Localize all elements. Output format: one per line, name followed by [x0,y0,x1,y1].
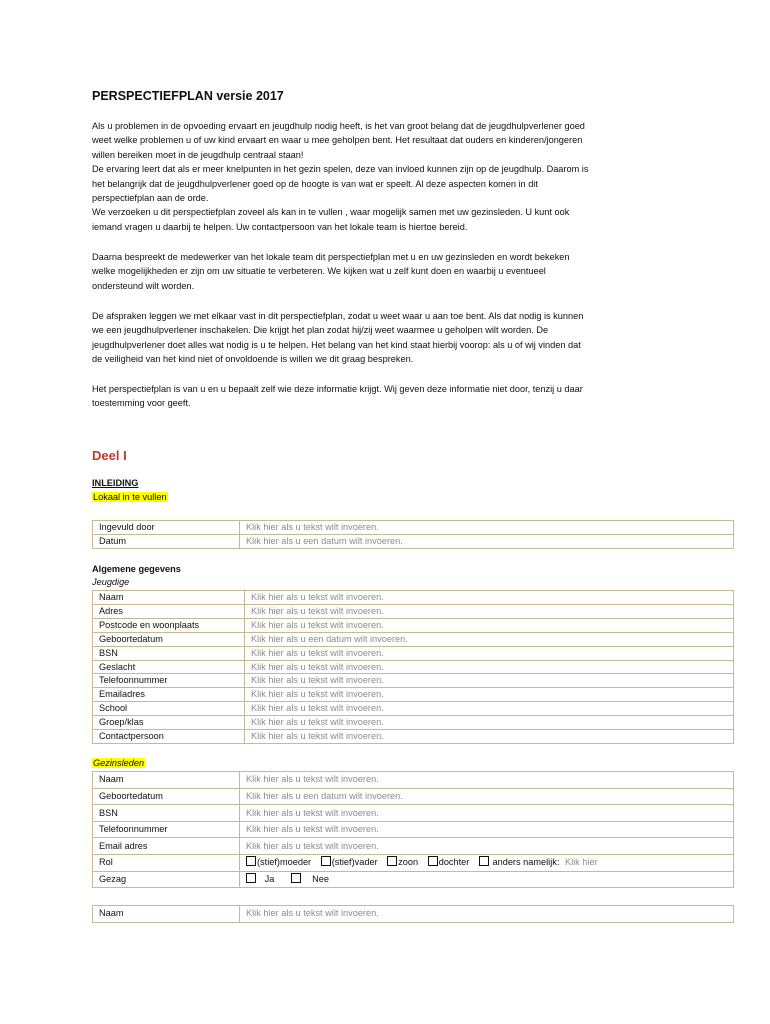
field-label: School [93,702,245,716]
field-label: Emailadres [93,688,245,702]
intro-paragraph [92,119,677,234]
text-line: We verzoeken u dit perspectiefplan zoveel als kan in te vullen , waar mogelijk samen met uw gezinsleden. U kunt ook [92,207,570,218]
text-line: De afspraken leggen we met elkaar vast in dit perspectiefplan, zodat u weet waar u aan toe bent. Als dat nodig is kunnen [92,311,584,321]
gezag-option-nee[interactable] [291,874,329,884]
gezinslid-geboortedatum-input[interactable]: Klik hier als u een datum wilt invoeren. [240,788,734,805]
field-label: Groep/klas [93,716,245,730]
postcode-input[interactable]: Klik hier als u tekst wilt invoeren. [245,618,734,632]
text-line: Het perspectiefplan is van u en u bepaalt zelf wie deze informatie krijgt. Wij geven deze informatie niet door, tenzij u daar [92,384,583,394]
table-row [93,805,734,822]
highlight-note: Lokaal in te vullen [93,492,167,502]
school-input[interactable]: Klik hier als u tekst wilt invoeren. [245,702,734,716]
option-label: (stief)moeder [257,857,312,868]
text-line: iemand vragen u daarbij te helpen. Uw contactpersoon van het lokale team is hiertoe bereid. [92,221,468,232]
bsn-input[interactable]: Klik hier als u tekst wilt invoeren. [245,646,734,660]
checkbox[interactable] [246,856,256,866]
page-title: PERSPECTIEFPLAN versie 2017 [92,89,284,103]
field-label: Telefoonnummer [93,821,240,838]
text-line: De ervaring leert dat als er meer knelpunten in het gezin spelen, deze van invloed kunnen zijn op de jeugdhulp. Daarom is [92,164,589,175]
emailadres-input[interactable]: Klik hier als u tekst wilt invoeren. [245,688,734,702]
table-row [93,660,734,674]
jeugdige-table [92,590,734,744]
text-line: Daarna bespreekt de medewerker van het lokale team dit perspectiefplan met u en uw gezinsleden en wordt bekeken [92,252,570,262]
table-row [93,591,734,605]
table-row [93,788,734,805]
table-row [93,521,734,535]
table-row [93,632,734,646]
text-line: jeugdhulpverlener doet alles wat nodig is u te helpen. Het belang van het kind staat hierbij voorop: als u of wij vinden dat [92,339,581,350]
rol-option[interactable] [387,857,418,867]
rol-option[interactable] [246,857,311,867]
naam-input[interactable]: Klik hier als u tekst wilt invoeren. [245,591,734,605]
checkbox[interactable] [479,856,489,866]
rol-option[interactable] [479,857,559,867]
table-row [93,838,734,855]
field-label: Adres [93,604,245,618]
field-label: Telefoonnummer [93,674,245,688]
gezag-options [240,871,734,888]
table-row [93,674,734,688]
gezinslid-telefoon-input[interactable]: Klik hier als u tekst wilt invoeren. [240,821,734,838]
groep-klas-input[interactable]: Klik hier als u tekst wilt invoeren. [245,716,734,730]
option-label: zoon [398,857,419,868]
field-label: Naam [93,772,240,789]
table-row [93,534,734,548]
option-label: Ja [264,873,275,884]
field-label: Geboortedatum [93,632,245,646]
field-label: Naam [93,906,240,923]
rol-anders-input[interactable]: Klik hier [564,857,598,868]
text-line: ondersteund wilt worden. [92,280,195,291]
algemene-gegevens-heading: Algemene gegevens [92,564,181,574]
gezinslid-2-naam-input[interactable]: Klik hier als u tekst wilt invoeren. [240,906,734,923]
paragraph-2 [92,250,677,293]
subheading-inleiding: INLEIDING [92,478,139,488]
table-row [93,604,734,618]
table-row [93,821,734,838]
field-label: Geboortedatum [93,788,240,805]
table-row [93,871,734,888]
adres-input[interactable]: Klik hier als u tekst wilt invoeren. [245,604,734,618]
gezinslid-table [92,771,734,888]
gezinslid-2-table [92,905,734,923]
option-label: Nee [312,873,330,884]
field-label: Contactpersoon [93,730,245,744]
checkbox[interactable] [246,873,256,883]
table-row [93,646,734,660]
text-line: we een jeugdhulpverlener inschakelen. Die krijgt het plan zodat hij/zij weet waarmee u geholpen wilt worden. De [92,325,549,336]
field-label: Ingevuld door [93,521,240,535]
table-row [93,906,734,923]
gezinslid-email-input[interactable]: Klik hier als u tekst wilt invoeren. [240,838,734,855]
rol-option[interactable] [428,857,470,867]
checkbox[interactable] [387,856,397,866]
text-line: weet welke problemen u of uw kind ervaart en waar u mee geholpen bent. Het resultaat dat ouders en kinderen/jongeren [92,135,583,146]
text-line: welke mogelijkheden er zijn om uw situatie te verbeteren. We kijken wat u zelf kunt doen en waarbij u eventueel [92,266,546,277]
field-label: BSN [93,646,245,660]
datum-input[interactable]: Klik hier als u een datum wilt invoeren. [240,534,734,548]
gezinslid-bsn-input[interactable]: Klik hier als u tekst wilt invoeren. [240,805,734,822]
paragraph-4 [92,382,677,411]
telefoonnummer-input[interactable]: Klik hier als u tekst wilt invoeren. [245,674,734,688]
field-label: Gezag [93,871,240,888]
table-row [93,688,734,702]
rol-options [240,854,734,871]
gezag-option-ja[interactable] [246,874,274,884]
option-label: anders namelijk: [492,857,560,868]
text-line: toestemming voor geeft. [92,398,191,409]
section-heading-deel: Deel I [92,448,127,463]
option-label: dochter [438,857,470,868]
field-label: Email adres [93,838,240,855]
field-label: Geslacht [93,660,245,674]
text-line: perspectiefplan aan de orde. [92,193,209,204]
field-label: Naam [93,591,245,605]
field-label: BSN [93,805,240,822]
geslacht-input[interactable]: Klik hier als u tekst wilt invoeren. [245,660,734,674]
table-row [93,618,734,632]
rol-option[interactable] [321,857,378,867]
checkbox[interactable] [428,856,438,866]
text-line: Als u problemen in de opvoeding ervaart en jeugdhulp nodig heeft, is het van groot belang dat de jeugdhulpverlener goed [92,121,585,131]
gezinsleden-heading: Gezinsleden [93,758,145,768]
checkbox[interactable] [291,873,301,883]
text-line: het belangrijk dat de jeugdhulpverlener goed op de hoogte is van wat er speelt. Al deze aspecten komen in dit [92,178,538,189]
field-label: Datum [93,534,240,548]
text-line: de veiligheid van het kind niet of onvoldoende is willen we dit graag bespreken. [92,354,414,365]
table-row [93,730,734,744]
ingevuld-door-input[interactable]: Klik hier als u tekst wilt invoeren. [240,521,734,535]
checkbox[interactable] [321,856,331,866]
geboortedatum-input[interactable]: Klik hier als u een datum wilt invoeren. [245,632,734,646]
option-label: (stief)vader [331,857,378,868]
table-row [93,716,734,730]
contactpersoon-input[interactable]: Klik hier als u tekst wilt invoeren. [245,730,734,744]
jeugdige-heading: Jeugdige [92,577,130,587]
table-row [93,702,734,716]
field-label: Postcode en woonplaats [93,618,245,632]
intake-table [92,520,734,549]
table-row [93,854,734,871]
field-label: Rol [93,854,240,871]
text-line: willen bereiken moet in de jeugdhulp centraal staan! [92,149,304,160]
paragraph-3 [92,309,677,367]
gezinslid-naam-input[interactable]: Klik hier als u tekst wilt invoeren. [240,772,734,789]
table-row [93,772,734,789]
